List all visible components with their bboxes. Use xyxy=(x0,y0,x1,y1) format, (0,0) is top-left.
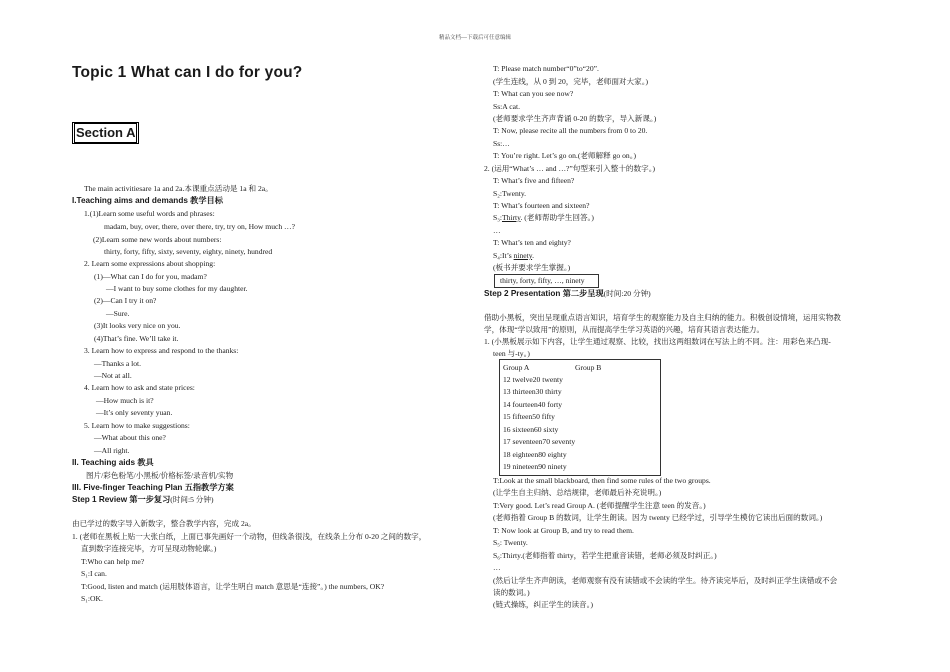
text-line: —Not at all. xyxy=(94,371,132,380)
text-line xyxy=(493,213,594,222)
text-line: 图片/彩色粉笔/小黑板/价格标签/录音机/实物 xyxy=(86,471,234,480)
table-row: 17 seventeen70 seventy xyxy=(503,437,576,446)
heading-step-2 xyxy=(484,289,651,298)
text-line: S₁:OK. xyxy=(81,594,103,603)
text-line: 2. Learn some expressions about shopping: xyxy=(84,259,216,268)
text-line: T:Look at the small blackboard, then find some rules of the two groups. xyxy=(493,476,711,485)
text-line: … xyxy=(493,226,501,235)
text-line: T: You’re right. Let’s go on.(老师解释 go on。) xyxy=(493,151,637,160)
text-line: Ss:A cat. xyxy=(493,102,521,111)
text-line: T: What’s fourteen and sixteen? xyxy=(493,201,590,210)
heading-teaching-aids: II. Teaching aids 教具 xyxy=(72,458,154,467)
intro-line: The main activitiesare 1a and 2a.本课重点活动是 1a 和 2a。 xyxy=(84,184,273,193)
text-line: 3. Learn how to express and respond to the thanks: xyxy=(84,346,239,355)
table-row: 14 fourteen40 forty xyxy=(503,400,563,409)
text-line: T: Now, please recite all the numbers from 0 to 20. xyxy=(493,126,648,135)
text-line: 2. (运用“What’s … and …?”句型来引入整十的数字。) xyxy=(484,164,656,173)
text-line: —I want to buy some clothes for my daughter. xyxy=(106,284,248,293)
underlined-answer: ninety xyxy=(513,251,533,260)
text-line: 由已学过的数字导入新数字，整合教学内容，完成 2a。 xyxy=(72,519,256,528)
text-line: (板书并要求学生掌握。) xyxy=(493,263,571,272)
text-line: 4. Learn how to ask and state prices: xyxy=(84,383,195,392)
step-1-time: (时间:5 分钟) xyxy=(170,495,214,504)
speaker: S₃: xyxy=(493,213,502,222)
text-line: T: What can you see now? xyxy=(493,89,574,98)
text-line: Ss:… xyxy=(493,139,510,148)
text-line: —Sure. xyxy=(106,309,130,318)
text-line: —It’s only seventy yuan. xyxy=(96,408,173,417)
text-line: —How much is it? xyxy=(96,396,154,405)
header-note: 精品文档---下载后可任意编辑 xyxy=(439,35,511,41)
text-line: (老师指着 Group B 的数词，让学生朗读。因为 twenty 已经学过，引导学生模仿它读出后面的数词。) xyxy=(493,513,823,522)
text-line: (2)Learn some new words about numbers: xyxy=(93,235,222,244)
speaker: S₄:It’s xyxy=(493,251,514,260)
text-line: S₅: Twenty. xyxy=(493,538,528,547)
heading-teaching-aims: I.Teaching aims and demands 教学目标 xyxy=(72,196,223,205)
text-line: (学生连线，从 0 到 20，完毕，老师面对大家。) xyxy=(493,77,649,86)
table-header-group-a: Group A xyxy=(503,363,530,372)
section-heading xyxy=(72,122,139,144)
text-line: T:Very good. Let’s read Group A. (老师提醒学生注意 teen 的发音。) xyxy=(493,501,706,510)
text-line: 直到数字连接完毕，方可呈现动物轮廓。) xyxy=(81,544,217,553)
text-line: … xyxy=(493,563,501,572)
text-line: (让学生自主归纳、总结规律，老师最后补充说明。) xyxy=(493,488,662,497)
text-line: (老师要求学生齐声背诵 0-20 的数字，导入新课。) xyxy=(493,114,657,123)
text-line: S₆:Thirty.(老师指着 thirty，若学生把重音读错，老师必须及时纠正。) xyxy=(493,551,717,560)
section-label: Section A xyxy=(74,123,137,143)
text-line: 1. (小黑板展示如下内容，让学生通过观察、比较，找出这两组数词在写法上的不同。注：用彩色来凸现- xyxy=(484,337,831,346)
text-line: thirty, forty, fifty, sixty, seventy, eighty, ninety, hundred xyxy=(104,247,273,256)
heading-step-1 xyxy=(72,495,214,504)
page-title: Topic 1 What can I do for you? xyxy=(72,64,303,81)
text-line: 5. Learn how to make suggestions: xyxy=(84,421,190,430)
text-line: T: What’s ten and eighty? xyxy=(493,238,571,247)
text-line: T:Good, listen and match (运用肢体语言，让学生明白 match 意思是“连接”。) the numbers, OK? xyxy=(81,582,385,591)
table-row: 12 twelve20 twenty xyxy=(503,375,563,384)
text-line: T:Who can help me? xyxy=(81,557,145,566)
text-line: S₁:I can. xyxy=(81,569,107,578)
text-line: madam, buy, over, there, over there, try, try on, How much …? xyxy=(104,222,296,231)
note: . (老师帮助学生回答。) xyxy=(520,213,594,222)
text-line: 学，体现“学以致用”的原则，从而提高学生学习英语的兴趣，培育其语言表达能力。 xyxy=(484,325,765,334)
table-header-group-b: Group B xyxy=(575,363,602,372)
text-line: teen 与-ty。) xyxy=(493,349,530,358)
note: . xyxy=(532,251,534,260)
text-line: 借助小黑板，突出呈现重点语言知识，培育学生的观察能力及自主归纳的能力。积极创设情境，运用实物教 xyxy=(484,313,841,322)
text-line: 读的数词。) xyxy=(493,588,530,597)
step-1-label: Step 1 Review 第一步复习 xyxy=(72,495,171,504)
underlined-answer: Thirty xyxy=(501,213,521,222)
text-line: 1. (老师在黑板上贴一大张白纸，上面已事先画好一个动物，但线条很浅，在线条上分布 0-20 之间的数字， xyxy=(72,532,427,541)
text-line: (1)—What can I do for you, madam? xyxy=(94,272,207,281)
text-line: (3)It looks very nice on you. xyxy=(94,321,181,330)
text-line: T: What’s five and fifteen? xyxy=(493,176,575,185)
text-line: —What about this one? xyxy=(94,433,166,442)
step-2-time: (时间:20 分钟) xyxy=(603,289,651,298)
text-line: T: Now look at Group B, and try to read them. xyxy=(493,526,634,535)
boxed-words: thirty, forty, fifty, …, ninety xyxy=(500,276,585,285)
text-line: T: Please match number“0”to“20”. xyxy=(493,64,599,73)
text-line: (然后让学生齐声朗读，老师观察有没有读错或不会读的学生。待齐读完毕后，及时纠正学生读错或不会 xyxy=(493,576,838,585)
text-line: (2)—Can I try it on? xyxy=(94,296,157,305)
table-row: 18 eighteen80 eighty xyxy=(503,450,567,459)
text-line: (链式操练，纠正学生的读音。) xyxy=(493,600,593,609)
heading-teaching-plan: III. Five-finger Teaching Plan 五指教学方案 xyxy=(72,483,234,492)
text-line: —Thanks a lot. xyxy=(94,359,142,368)
table-row: 15 fifteen50 fifty xyxy=(503,412,555,421)
table-row: 19 nineteen90 ninety xyxy=(503,462,567,471)
text-line: (4)That’s fine. We’ll take it. xyxy=(94,334,179,343)
table-row: 13 thirteen30 thirty xyxy=(503,387,562,396)
text-line: 1.(1)Learn some useful words and phrases: xyxy=(84,209,215,218)
step-2-label: Step 2 Presentation 第二步呈现 xyxy=(484,289,604,298)
text-line xyxy=(493,251,534,260)
table-row: 16 sixteen60 sixty xyxy=(503,425,559,434)
text-line: —All right. xyxy=(94,446,130,455)
text-line: S₂:Twenty. xyxy=(493,189,527,198)
